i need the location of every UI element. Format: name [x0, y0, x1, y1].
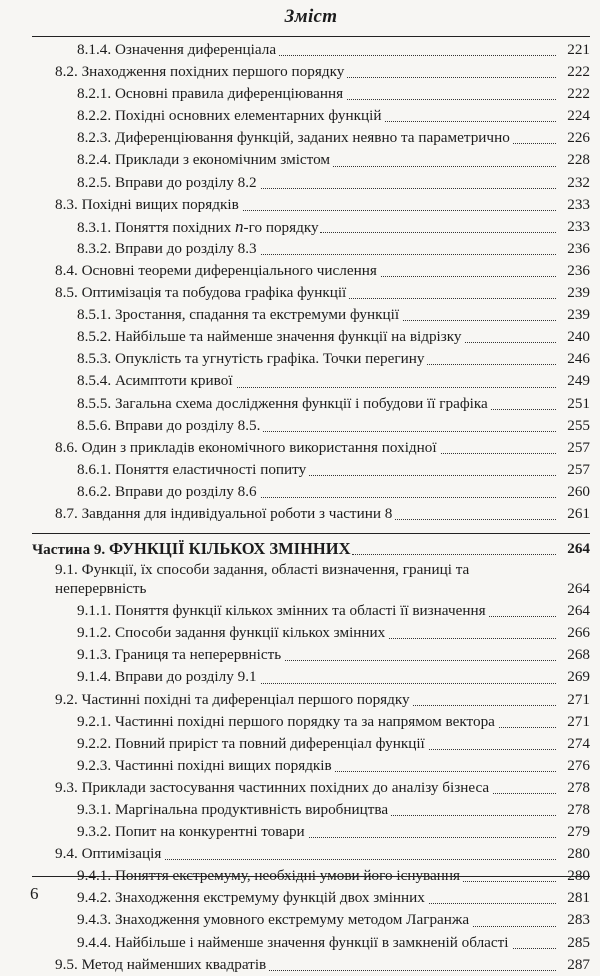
dot-leader: [426, 749, 556, 750]
toc-entry-label: 9.4.3. Знаходження умовного екстремуму методом Лагранжа: [77, 909, 472, 931]
toc-entry: [32, 437, 590, 459]
toc-entry: [32, 909, 590, 931]
dot-leader: [320, 232, 556, 233]
dot-leader: [258, 683, 556, 684]
toc-chapter-9: [32, 538, 590, 560]
toc-entry-page: 261: [560, 503, 590, 525]
toc-entry-label: 9.1.1. Поняття функції кількох змінних та області її визначення: [77, 600, 489, 622]
dot-leader: [162, 859, 556, 860]
toc-entry: [32, 622, 590, 644]
toc-entry-label: 9.4.1. Поняття екстремуму, необхідні умови його існування: [77, 865, 463, 887]
toc-entry-page: 224: [560, 105, 590, 127]
toc-entry-page: 249: [560, 370, 590, 392]
toc-entry: [32, 932, 590, 954]
toc-entry-label: 9.1.4. Вправи до розділу 9.1: [77, 666, 260, 688]
toc-entry: [32, 172, 590, 194]
toc-entry-page: 274: [560, 733, 590, 755]
toc-entry-page: 268: [560, 644, 590, 666]
toc-entry-page: 264: [560, 600, 590, 622]
toc-entry-label: 8.1.4. Означення диференціала: [77, 39, 279, 61]
toc-entry: [32, 777, 590, 799]
toc-entry-label: 9.1. Функції, їх способи задання, області визначення, границі та неперервність: [55, 560, 558, 598]
toc-entry-page: 281: [560, 887, 590, 909]
toc-entry: [32, 843, 590, 865]
toc-entry-page: 283: [560, 909, 590, 931]
toc-entry-label: 9.2.3. Частинні похідні вищих порядків: [77, 755, 335, 777]
toc-entry-label: 9.4. Оптимізація: [55, 843, 164, 865]
toc-entry-label: 8.7. Завдання для індивідуальної роботи з частини 8: [55, 503, 395, 525]
dot-leader: [331, 166, 556, 167]
toc-entry-label: 9.3.2. Попит на конкурентні товари: [77, 821, 308, 843]
dot-leader: [258, 497, 556, 498]
toc-entry: [32, 216, 590, 238]
toc-entry: [32, 238, 590, 260]
toc-entry: [32, 666, 590, 688]
dot-leader: [470, 926, 556, 927]
page-number: 6: [30, 884, 39, 903]
dot-leader: [511, 143, 556, 144]
toc-entry-page: 278: [560, 799, 590, 821]
dot-leader: [425, 364, 556, 365]
dot-leader: [463, 342, 556, 343]
toc-entry-page: 232: [560, 172, 590, 194]
toc-entry-page: 222: [560, 61, 590, 83]
toc-entry-label: 8.3. Похідні вищих порядків: [55, 194, 242, 216]
toc-group-part9: [32, 600, 590, 976]
dot-leader: [389, 815, 556, 816]
toc-entry: [32, 821, 590, 843]
toc-entry-label: 8.2.4. Приклади з економічним змістом: [77, 149, 333, 171]
dot-leader: [490, 793, 556, 794]
dot-leader: [240, 210, 556, 211]
toc-entry-label: 9.2. Частинні похідні та диференціал першого порядку: [55, 689, 413, 711]
toc-entry: [32, 348, 590, 370]
toc-entry-page: 228: [560, 149, 590, 171]
toc-entry-label: 8.5. Оптимізація та побудова графіка функції: [55, 282, 349, 304]
dot-leader: [496, 727, 556, 728]
toc-entry-page: 269: [560, 666, 590, 688]
toc-entry-label: 9.4.2. Знаходження екстремуму функцій двох змінних: [77, 887, 428, 909]
toc-entry-label: 8.6. Один з прикладів економічного використання похідної: [55, 437, 440, 459]
n-variable: n: [235, 216, 244, 236]
toc-entry-page: 236: [560, 260, 590, 282]
toc-entry-label: 9.4.4. Найбільше і найменше значення функції в замкненій області: [77, 932, 512, 954]
toc-entry-page: 266: [560, 622, 590, 644]
toc-entry-label: 9.3. Приклади застосування частинних похідних до аналізу бізнеса: [55, 777, 492, 799]
dot-leader: [510, 948, 556, 949]
toc-entry-page: 239: [560, 282, 590, 304]
toc-entry-page: 222: [560, 83, 590, 105]
dot-leader: [234, 387, 556, 388]
dot-leader: [426, 903, 556, 904]
toc-entry: [32, 560, 590, 600]
dot-leader: [400, 320, 556, 321]
dot-leader: [267, 970, 556, 971]
toc-entry-page: 280: [560, 865, 590, 887]
toc-entry: [32, 326, 590, 348]
toc-entry-label: 9.2.1. Частинні похідні першого порядку та за напрямом вектора: [77, 711, 498, 733]
toc-group-part8-b: [32, 238, 590, 525]
table-of-contents: [32, 39, 590, 976]
toc-entry: [32, 799, 590, 821]
toc-entry: [32, 105, 590, 127]
toc-entry-page: 264: [560, 578, 590, 600]
toc-entry-page: 271: [560, 689, 590, 711]
toc-entry-page: 271: [560, 711, 590, 733]
header-title: Зміст: [284, 6, 338, 27]
toc-entry-label: 9.5. Метод найменших квадратів: [55, 954, 269, 976]
toc-entry-label: 8.2.1. Основні правила диференціювання: [77, 83, 346, 105]
dot-leader: [307, 475, 556, 476]
dot-leader: [345, 77, 556, 78]
toc-entry: [32, 83, 590, 105]
toc-entry: [32, 149, 590, 171]
toc-entry: [32, 39, 590, 61]
toc-entry: [32, 481, 590, 503]
dot-leader: [382, 121, 556, 122]
bottom-rule: [32, 876, 590, 877]
toc-entry-label: 8.2.5. Вправи до розділу 8.2: [77, 172, 260, 194]
toc-entry: [32, 689, 590, 711]
toc-entry-label: 8.5.1. Зростання, спадання та екстремуми функції: [77, 304, 402, 326]
chapter-title: Частина 9. ФУНКЦІЇ КІЛЬКОХ ЗМІННИХ: [32, 538, 354, 561]
toc-entry-page: 240: [560, 326, 590, 348]
dot-leader: [411, 705, 556, 706]
toc-entry: [32, 733, 590, 755]
dot-leader: [347, 298, 556, 299]
toc-entry-page: 280: [560, 843, 590, 865]
toc-entry-label: 8.5.5. Загальна схема дослідження функції і побудови її графіка: [77, 393, 491, 415]
toc-entry-page: 276: [560, 755, 590, 777]
toc-entry-label: 9.2.2. Повний приріст та повний диференціал функції: [77, 733, 428, 755]
dot-leader: [261, 431, 556, 432]
toc-entry: [32, 304, 590, 326]
toc-entry-label: 9.3.1. Маргінальна продуктивність виробництва: [77, 799, 391, 821]
toc-entry-page: 251: [560, 393, 590, 415]
dot-leader: [258, 188, 556, 189]
toc-entry: [32, 887, 590, 909]
dot-leader: [487, 616, 556, 617]
section-divider: [32, 525, 590, 534]
toc-entry-page: 257: [560, 459, 590, 481]
toc-entry: [32, 415, 590, 437]
toc-entry: [32, 503, 590, 525]
toc-entry: [32, 393, 590, 415]
toc-entry-page: 221: [560, 39, 590, 61]
toc-entry-page: 246: [560, 348, 590, 370]
toc-entry-label: 8.3.1. Поняття похідних n-го порядку: [77, 216, 322, 239]
toc-entry-page: 239: [560, 304, 590, 326]
toc-entry-label: 8.2. Знаходження похідних першого порядку: [55, 61, 347, 83]
dot-leader: [306, 837, 556, 838]
dot-leader: [258, 254, 556, 255]
toc-entry: [32, 459, 590, 481]
toc-entry-label: 9.1.3. Границя та неперервність: [77, 644, 284, 666]
toc-entry-page: 285: [560, 932, 590, 954]
toc-entry-page: 233: [560, 216, 590, 238]
toc-entry-label: 8.5.4. Асимптоти кривої: [77, 370, 236, 392]
dot-leader: [378, 276, 556, 277]
toc-entry-page: 255: [560, 415, 590, 437]
toc-entry-label: 9.1.2. Способи задання функції кількох змінних: [77, 622, 388, 644]
toc-entry: [32, 644, 590, 666]
toc-entry-label: 8.6.2. Вправи до розділу 8.6: [77, 481, 260, 503]
toc-entry-page: 233: [560, 194, 590, 216]
toc-entry-page: 260: [560, 481, 590, 503]
toc-entry-page: 279: [560, 821, 590, 843]
toc-entry: [32, 127, 590, 149]
toc-entry-label: 8.2.2. Похідні основних елементарних функцій: [77, 105, 384, 127]
page-header: [32, 0, 590, 37]
dot-leader: [489, 409, 556, 410]
toc-entry-page: 287: [560, 954, 590, 976]
toc-entry-label: 8.5.3. Опуклість та угнутість графіка. Точки перегину: [77, 348, 427, 370]
toc-entry-page: 278: [560, 777, 590, 799]
toc-entry-label: 8.2.3. Диференціювання функцій, заданих неявно та параметрично: [77, 127, 513, 149]
dot-leader: [282, 660, 556, 661]
dot-leader: [344, 99, 556, 100]
toc-entry-page: 257: [560, 437, 590, 459]
toc-entry-label: 8.5.6. Вправи до розділу 8.5.: [77, 415, 263, 437]
dot-leader: [393, 519, 556, 520]
toc-group-part8-a: [32, 39, 590, 216]
toc-entry: [32, 260, 590, 282]
toc-entry: [32, 755, 590, 777]
toc-entry-page: 226: [560, 127, 590, 149]
toc-entry: [32, 600, 590, 622]
dot-leader: [461, 881, 556, 882]
toc-entry-label: 8.3.2. Вправи до розділу 8.3: [77, 238, 260, 260]
dot-leader: [438, 453, 556, 454]
toc-entry-label: 8.5.2. Найбільше та найменше значення функції на відрізку: [77, 326, 465, 348]
toc-entry: [32, 370, 590, 392]
chapter-page: 264: [560, 538, 590, 560]
toc-entry: [32, 954, 590, 976]
toc-entry-label: 8.6.1. Поняття еластичності попиту: [77, 459, 309, 481]
dot-leader: [386, 638, 556, 639]
toc-entry: [32, 194, 590, 216]
toc-entry-page: 236: [560, 238, 590, 260]
toc-entry: [32, 282, 590, 304]
toc-entry-label: 8.4. Основні теореми диференціального числення: [55, 260, 380, 282]
toc-entry: [32, 61, 590, 83]
toc-entry: [32, 711, 590, 733]
dot-leader: [277, 55, 556, 56]
dot-leader: [333, 771, 556, 772]
dot-leader: [352, 554, 556, 555]
